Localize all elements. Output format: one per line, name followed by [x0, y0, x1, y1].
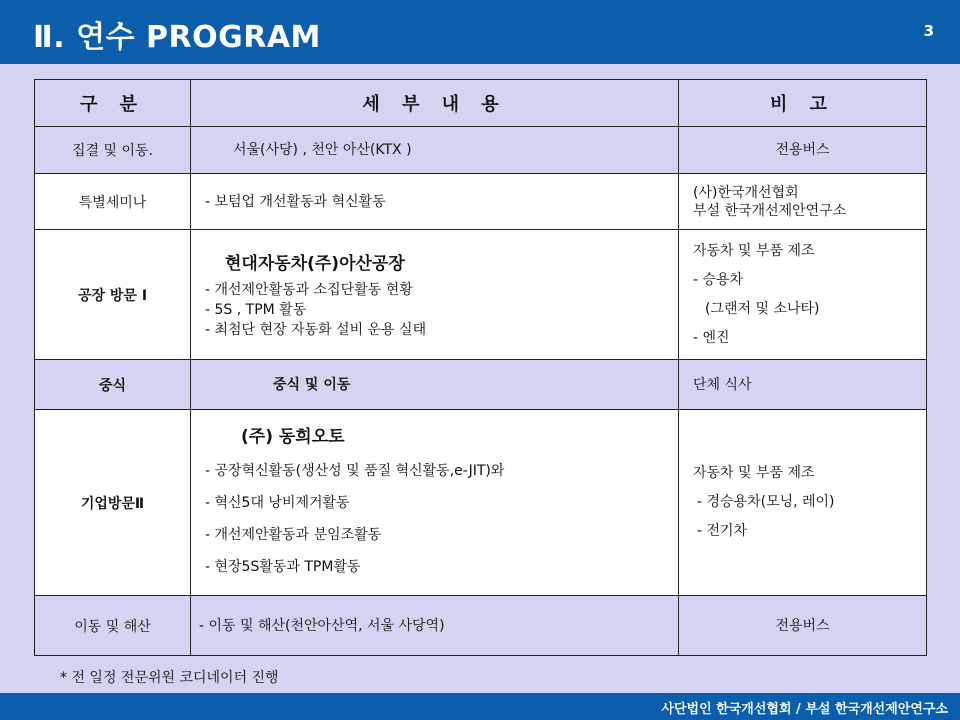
- header-category: 구 분: [35, 80, 191, 127]
- detail-line: - 공장혁신활동(생산성 및 품질 혁신활동,e-JIT)와: [205, 463, 505, 479]
- row-details: [191, 410, 679, 596]
- note-line: - 전기차: [697, 523, 748, 539]
- row-details: [191, 230, 679, 360]
- footnote: * 전 일정 전문위원 코디네이터 진행: [60, 670, 279, 686]
- header-bar: [0, 0, 960, 64]
- row-category: 중식: [35, 360, 191, 410]
- detail-line: - 혁신5대 낭비제거활동: [205, 495, 350, 511]
- detail-line: 중식 및 이동: [273, 376, 351, 393]
- program-table: [34, 79, 927, 656]
- row-notes: [679, 174, 927, 230]
- note-line: - 경승용차(모닝, 레이): [697, 494, 835, 510]
- row-category: 기업방문Ⅱ: [35, 410, 191, 596]
- row-notes: [679, 410, 927, 596]
- header-notes: 비 고: [679, 80, 927, 127]
- footer-bar: [0, 693, 960, 720]
- detail-line: 서울(사당) , 천안 아산(KTX ): [233, 142, 412, 158]
- detail-line: - 5S , TPM 활동: [205, 302, 307, 318]
- table-row: [35, 360, 927, 410]
- row-details: [191, 174, 679, 230]
- note-line: (사)한국개선협회: [693, 184, 799, 201]
- footer-organization: 사단법인 한국개선협회 / 부설 한국개선제안연구소: [661, 702, 948, 717]
- note-line: - 엔진: [693, 329, 730, 346]
- note-line: (그랜저 및 소나타): [705, 300, 820, 317]
- row-notes: [679, 230, 927, 360]
- table-row: [35, 596, 927, 656]
- note-line: 자동차 및 부품 제조: [693, 242, 815, 259]
- table-row: [35, 410, 927, 596]
- detail-line: - 보텀업 개선활동과 혁신활동: [205, 193, 386, 210]
- detail-line: - 이동 및 해산(천안아산역, 서울 사당역): [199, 617, 445, 634]
- row-details: [191, 360, 679, 410]
- table-header-row: [35, 80, 927, 127]
- note-line: 전용버스: [775, 617, 830, 634]
- detail-line: - 최첨단 현장 자동화 설비 운용 실태: [205, 322, 427, 338]
- page-number: 3: [923, 22, 934, 40]
- row-details: [191, 127, 679, 174]
- row-notes: [679, 360, 927, 410]
- company-title: 현대자동차(주)아산공장: [225, 254, 405, 274]
- page-title: Ⅱ. 연수 PROGRAM: [33, 20, 321, 55]
- row-category: 특별세미나: [35, 174, 191, 230]
- table-row: [35, 127, 927, 174]
- row-notes: [679, 596, 927, 656]
- table-row: [35, 174, 927, 230]
- header-details: 세 부 내 용: [191, 80, 679, 127]
- note-line: 부설 한국개선제안연구소: [693, 202, 847, 219]
- detail-line: - 개선제안활동과 소집단활동 현황: [205, 282, 413, 298]
- detail-line: - 개선제안활동과 분임조활동: [205, 527, 382, 543]
- note-line: 전용버스: [775, 142, 830, 158]
- company-title: (주) 동희오토: [241, 427, 345, 447]
- table-row: [35, 230, 927, 360]
- note-line: - 승용차: [693, 271, 744, 288]
- row-category: 공장 방문 Ⅰ: [35, 230, 191, 360]
- row-notes: [679, 127, 927, 174]
- row-category: 집결 및 이동.: [35, 127, 191, 174]
- row-category: 이동 및 해산: [35, 596, 191, 656]
- note-line: 자동차 및 부품 제조: [693, 465, 815, 481]
- detail-line: - 현장5S활동과 TPM활동: [205, 559, 361, 575]
- note-line: 단체 식사: [693, 376, 752, 393]
- row-details: [191, 596, 679, 656]
